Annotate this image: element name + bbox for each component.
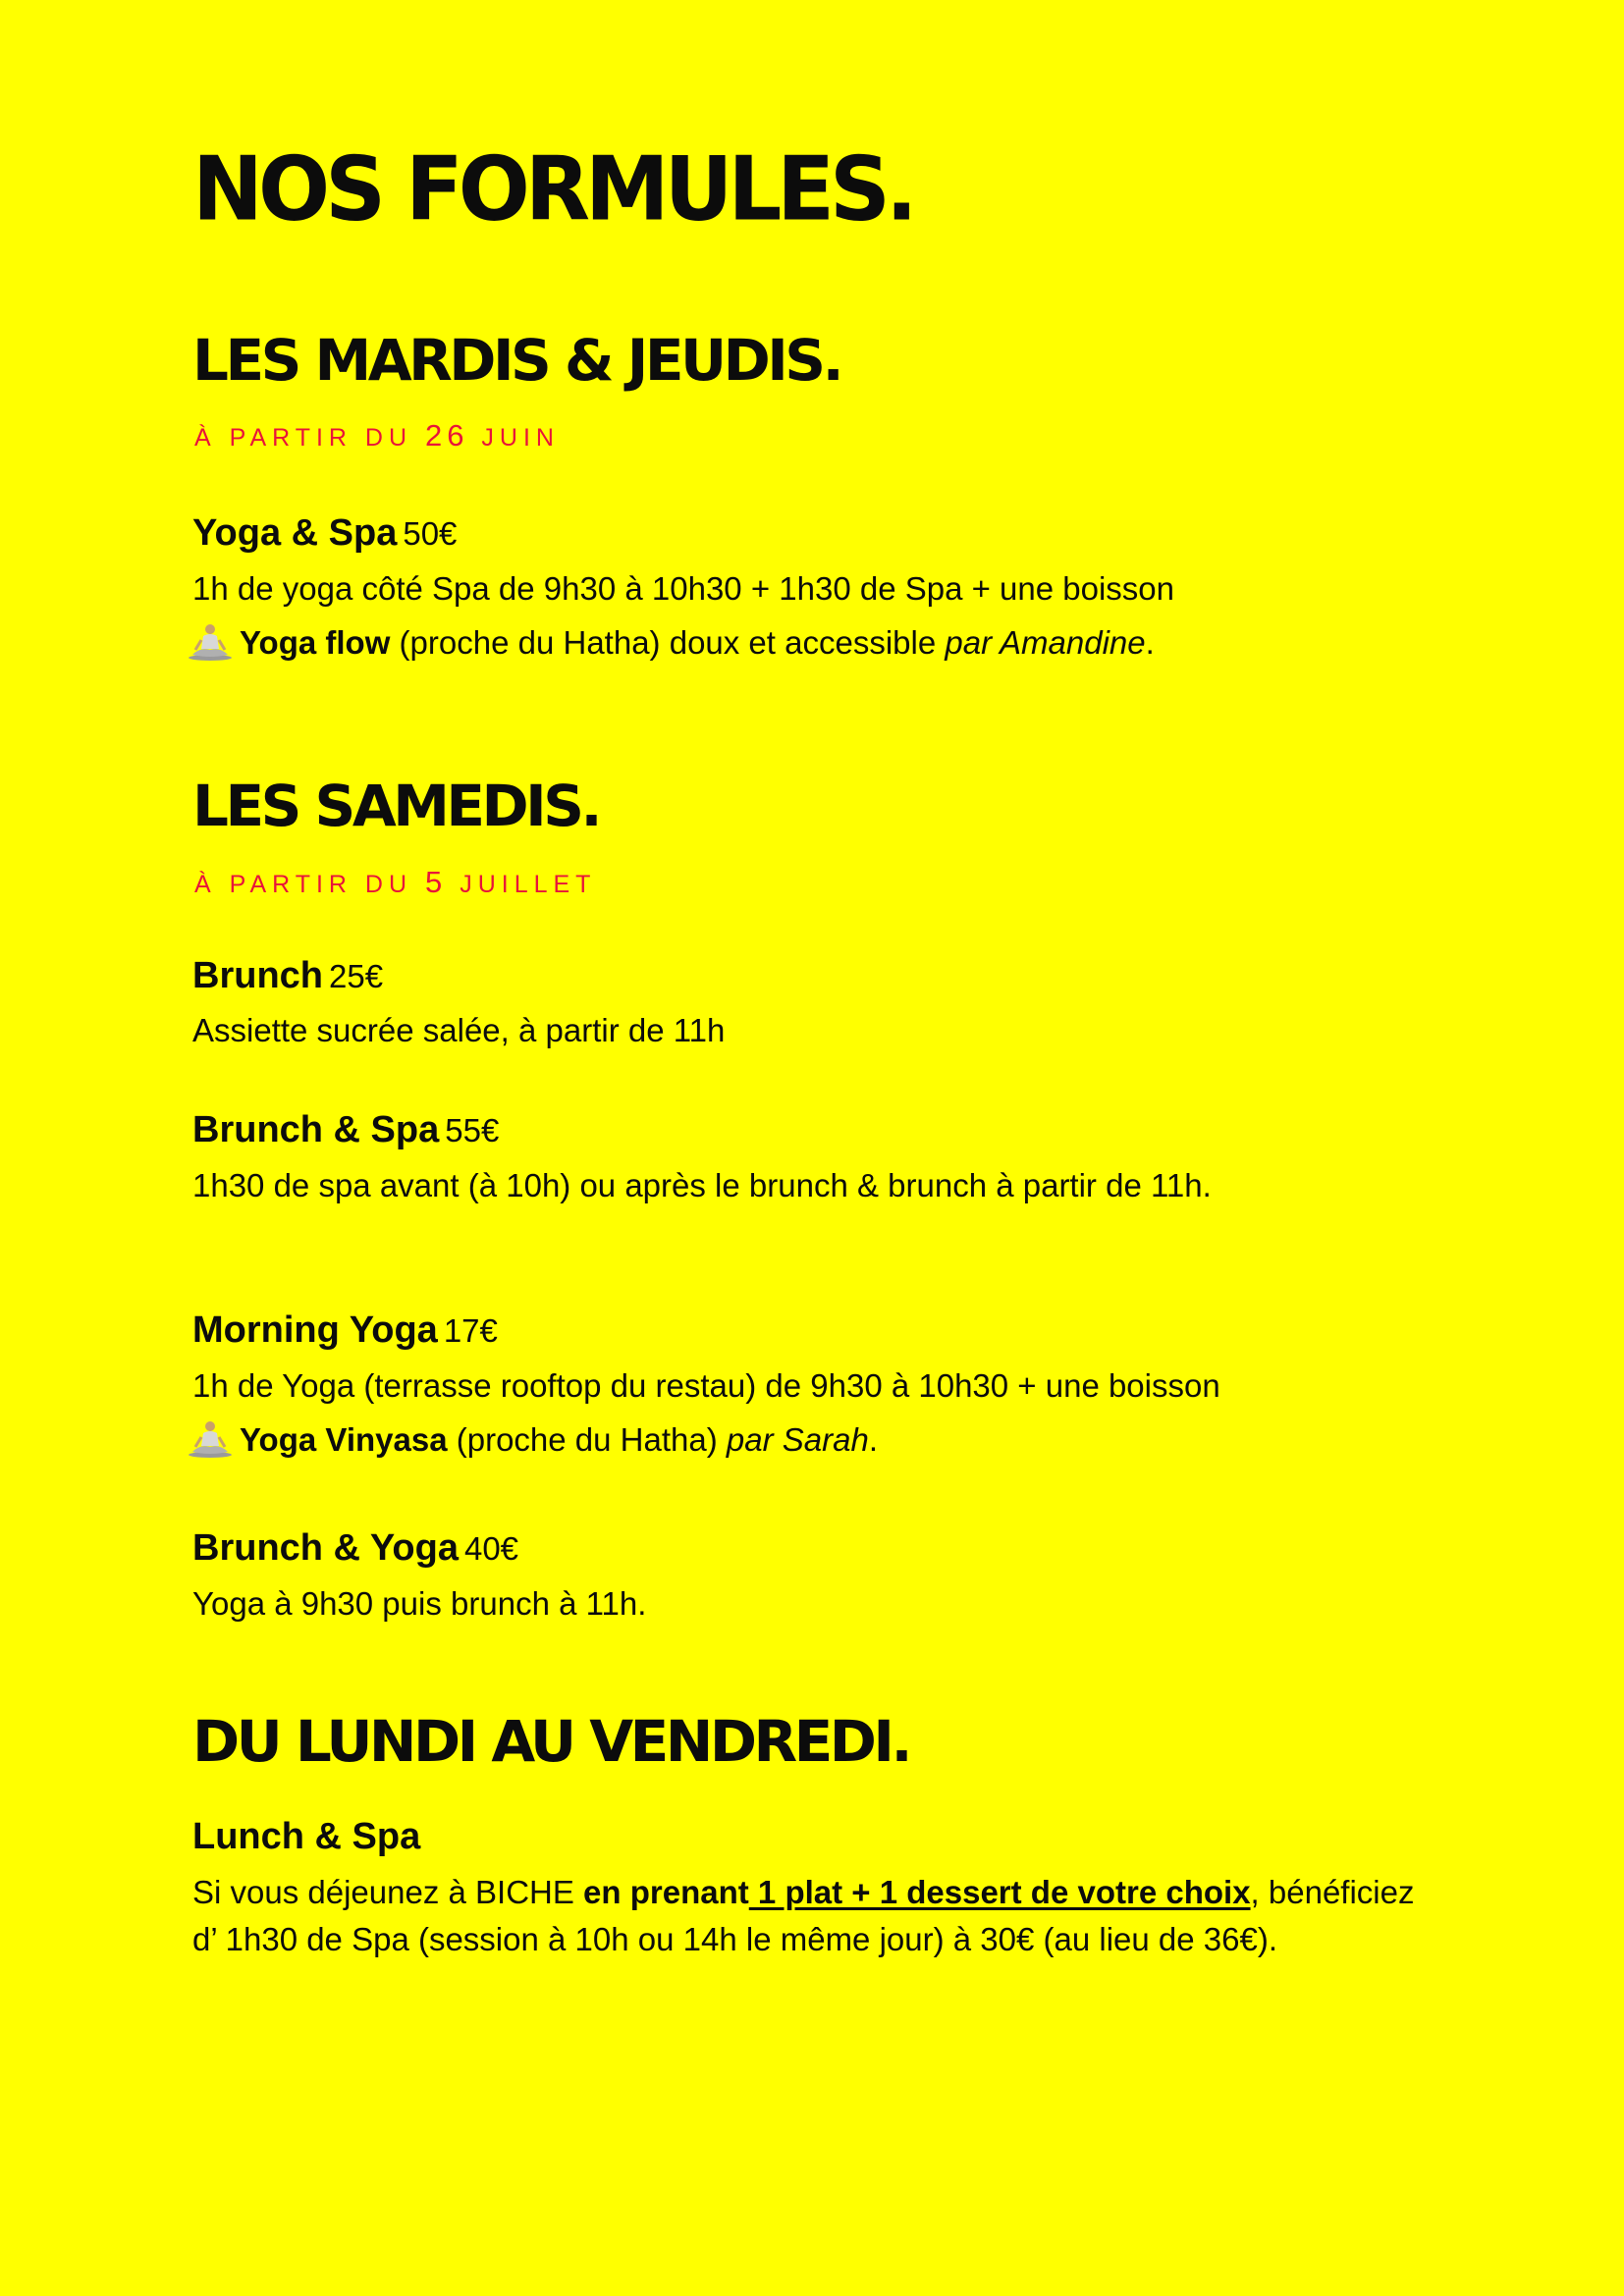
section-subtitle-samedis: À PARTIR DU 5 JUILLET: [194, 865, 597, 899]
section-subtitle-mardis-jeudis: À PARTIR DU 26 JUIN: [194, 418, 560, 453]
page-title: NOS FORMULES.: [192, 137, 913, 241]
offer-name: Yoga & Spa: [192, 512, 398, 554]
offer-heading-lunch-spa: [192, 1818, 420, 1855]
offer-name: Brunch & Yoga: [192, 1527, 459, 1569]
offer-name: Lunch & Spa: [192, 1816, 421, 1857]
offer-price: 55€: [445, 1112, 500, 1148]
offer-description: Yoga à 9h30 puis brunch à 11h.: [192, 1585, 647, 1622]
offer-price: 40€: [463, 1530, 519, 1567]
offer-name: Brunch & Spa: [192, 1109, 440, 1150]
offer-price: 25€: [329, 958, 384, 994]
section-title-lundi-vendredi: DU LUNDI AU VENDREDI.: [192, 1708, 910, 1775]
offer-description: 1h de Yoga (terrasse rooftop du restau) de 9h30 à 10h30 + une boisson: [192, 1367, 1220, 1404]
person-meditating-icon: [187, 622, 234, 662]
offer-heading-yoga-spa: [192, 514, 457, 552]
offer-description: Assiette sucrée salée, à partir de 11h: [192, 1012, 726, 1048]
offer-name: Brunch: [192, 955, 323, 996]
offer-description: 1h de yoga côté Spa de 9h30 à 10h30 + 1h30 de Spa + une boisson: [192, 570, 1175, 607]
offer-price: 17€: [443, 1312, 498, 1349]
offer-price: 50€: [403, 515, 458, 552]
offer-name: Morning Yoga: [192, 1309, 438, 1351]
offer-description: Si vous déjeunez à BICHE en prenant 1 plat + 1 dessert de votre choix, bénéficiez d’ 1h30 de Spa (session à 10h ou 14h le même jour) à 30€ (au lieu de 36€).: [192, 1874, 1415, 1958]
section-title-samedis: LES SAMEDIS.: [192, 773, 600, 839]
offer-heading-brunch-yoga: [192, 1529, 518, 1567]
offer-heading-brunch-spa: [192, 1111, 499, 1148]
offer-description: 1h30 de spa avant (à 10h) ou après le brunch & brunch à partir de 11h.: [192, 1167, 1212, 1203]
offer-heading-morning-yoga: [192, 1311, 498, 1349]
person-meditating-icon: [187, 1419, 234, 1459]
section-title-mardis-jeudis: LES MARDIS & JEUDIS.: [192, 327, 841, 394]
offer-heading-brunch: [192, 957, 383, 994]
offer-teacher-line: Yoga flow (proche du Hatha) doux et accessible par Amandine.: [192, 622, 1155, 662]
offer-teacher-line: Yoga Vinyasa (proche du Hatha) par Sarah.: [192, 1419, 878, 1459]
